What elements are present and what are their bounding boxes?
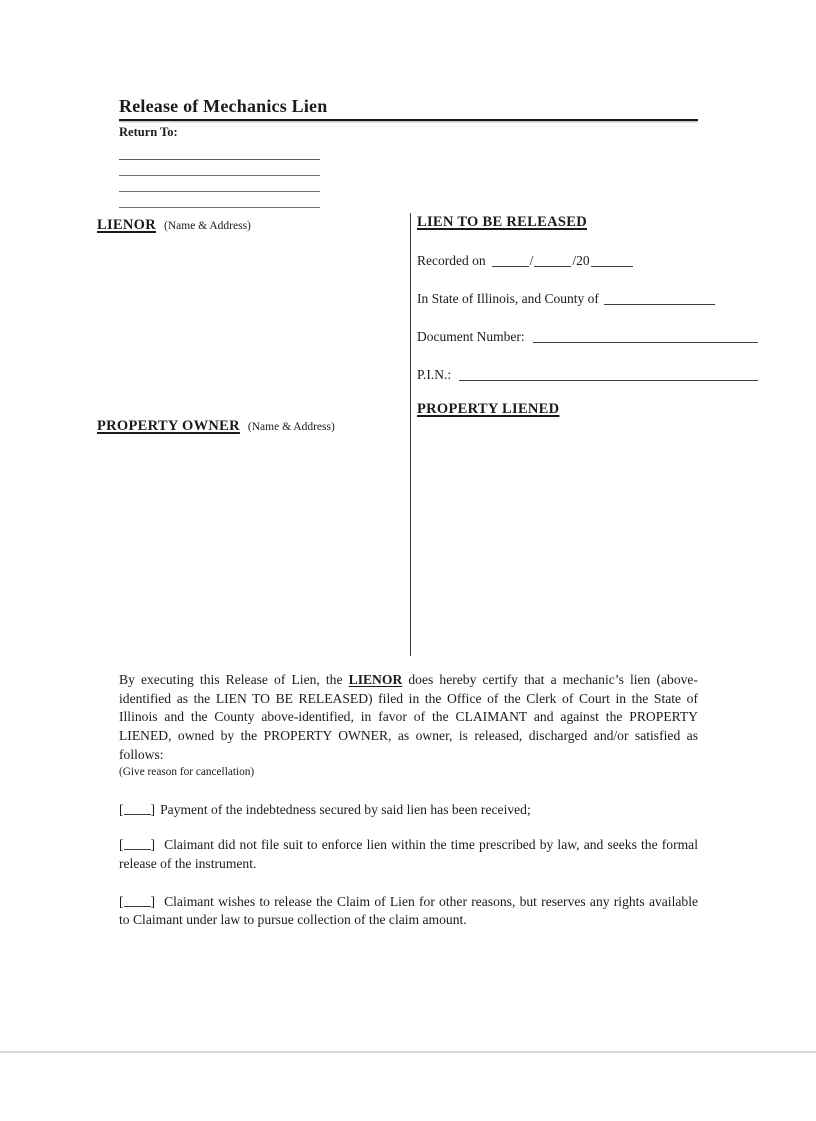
page-break-divider [0, 1051, 816, 1053]
state-county-row [417, 289, 760, 307]
release-option-2 [119, 836, 698, 873]
recorded-day-field[interactable] [534, 253, 571, 267]
bracket-close: ] [150, 837, 156, 853]
return-address-lines [119, 144, 698, 208]
property-owner-heading: PROPERTY OWNER [97, 418, 240, 434]
bracket-open: [ [119, 893, 124, 909]
option-2-label: Claimant did not file suit to enforce lien within the time prescribed by law, and seeks the formal release of the instrument. [119, 837, 698, 871]
document-header [119, 96, 698, 208]
option-3-checkbox-blank [124, 894, 151, 907]
year-prefix: /20 [572, 253, 590, 268]
pin-row [417, 365, 760, 383]
recorded-on-label: Recorded on [417, 253, 486, 268]
property-owner-block [97, 417, 335, 435]
parties-column [97, 213, 410, 656]
lienor-hint: (Name & Address) [164, 220, 251, 232]
option-3-label: Claimant wishes to release the Claim of Lien for other reasons, but reserves any rights available to Claimant under law to pursue collection of the claim amount. [119, 893, 698, 928]
option-1-checkbox[interactable] [119, 802, 155, 817]
certification-paragraph [119, 671, 698, 765]
return-address-line-3[interactable] [119, 176, 320, 192]
pin-label: P.I.N.: [417, 367, 452, 382]
return-address-line-2[interactable] [119, 160, 320, 176]
bracket-open: [ [119, 801, 124, 817]
option-2-checkbox[interactable] [119, 837, 155, 852]
document-number-field[interactable] [533, 329, 758, 343]
lien-to-be-released-heading: LIEN TO BE RELEASED [417, 214, 587, 230]
date-separator: / [529, 253, 534, 268]
certify-text-before: By executing this Release of Lien, the [119, 672, 349, 687]
document-number-row [417, 327, 760, 345]
option-1-checkbox-blank [124, 802, 151, 815]
recorded-month-field[interactable] [492, 253, 529, 267]
state-county-label: In State of Illinois, and County of [417, 291, 599, 306]
bracket-close: ] [150, 801, 156, 817]
bracket-close: ] [150, 893, 156, 909]
pin-field[interactable] [459, 367, 758, 381]
option-3-checkbox[interactable] [119, 894, 155, 909]
property-owner-hint: (Name & Address) [247, 421, 335, 433]
return-address-line-1[interactable] [119, 144, 320, 160]
release-option-1 [119, 801, 698, 820]
certify-lienor-ref: LIENOR [348, 672, 403, 687]
reason-note: (Give reason for cancellation) [119, 765, 255, 778]
parties-section [97, 213, 760, 656]
release-option-3 [119, 893, 698, 930]
lienor-block [97, 216, 251, 234]
page-title: Release of Mechanics Lien [119, 96, 698, 121]
return-to-label: Return To: [119, 125, 178, 139]
lien-details-column [410, 213, 760, 656]
certify-text-after: does hereby certify that a mechanic’s lien (above-identified as the LIEN TO BE RELEASED) filed in the Office of the Clerk of Court in the State of Illinois and the County above-identified, in favor of the CLAIMANT and against the PROPERTY LIENED, owned by the PROPERTY OWNER, as owner, is released, discharged and/or satisfied as follows: [119, 672, 698, 762]
certification-section [119, 671, 698, 930]
option-2-checkbox-blank [124, 837, 151, 850]
county-field[interactable] [604, 291, 715, 305]
lienor-heading: LIENOR [97, 217, 157, 233]
property-liened-heading: PROPERTY LIENED [417, 401, 560, 417]
bracket-open: [ [119, 837, 124, 853]
return-address-line-4[interactable] [119, 192, 320, 208]
document-number-label: Document Number: [417, 329, 525, 344]
option-1-label: Payment of the indebtedness secured by said lien has been received; [160, 801, 531, 817]
recorded-year-field[interactable] [591, 253, 633, 267]
recorded-on-row [417, 251, 760, 269]
